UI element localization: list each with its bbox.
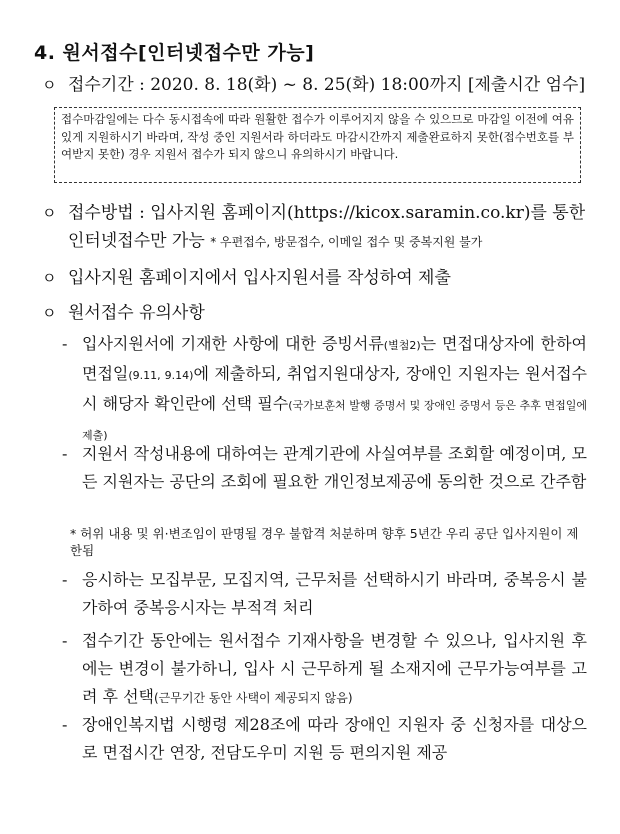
caution-small-note: (근무기간 동안 사택이 제공되지 않음): [154, 691, 353, 705]
caution-item-text: [82, 330, 587, 450]
false-info-note: * 허위 내용 및 위·변조임이 판명될 경우 불합격 처분하며 향후 5년간 우리 공단 입사지원이 제한됨: [70, 526, 579, 558]
caution-item-text: 지원서 작성내용에 대하여는 관계기관에 사실여부를 조회할 예정이며, 모든 지원자는 공단의 조회에 필요한 개인정보제공에 동의한 것으로 간주함: [82, 444, 587, 491]
application-period-text: 접수기간 : 2020. 8. 18(화) ~ 8. 25(화) 18:00까지 [제출시간 엄수]: [68, 75, 586, 95]
cautions-title-row: [42, 299, 205, 327]
caution-item-change: [62, 627, 587, 712]
application-method: [42, 199, 592, 256]
caution-item-text: [82, 627, 587, 712]
application-method-note: * 우편접수, 방문접수, 이메일 접수 및 중복지원 불가: [210, 235, 483, 249]
interview-dates: (9.11, 9.14): [128, 369, 194, 382]
submit-application-text: 입사지원 홈페이지에서 입사지원서를 작성하여 제출: [68, 268, 451, 288]
dash-marker: -: [62, 631, 68, 650]
section-heading: 4. 원서접수[인터넷접수만 가능]: [34, 42, 315, 64]
caution-item-text: 응시하는 모집부문, 모집지역, 근무처를 선택하시기 바라며, 중복응시 불가하여 중복응시자는 부적격 처리: [82, 570, 587, 617]
application-method-line2: 인터넷접수만 가능: [68, 231, 205, 251]
caution-ref: (별첨2): [383, 339, 421, 352]
bullet-marker: ㅇ: [42, 204, 57, 222]
application-period: [42, 71, 585, 99]
caution-text-part: 접수기간 동안에는 원서접수 기재사항을 변경할 수 있으나, 입사지원 후에는 변경이 불가하니, 입사 시 근무하게 될 소재지에 근무가능여부를 고려 후 선택: [82, 631, 587, 706]
caution-text-part: 입사지원서에 기재한 사항에 대한 증빙서류: [82, 334, 384, 353]
caution-text-part: 는 면접대상자에 한하여 면접일: [82, 334, 587, 383]
deadline-notice-box: 접수마감일에는 다수 동시접속에 따라 원활한 접수가 이루어지지 않을 수 있으므로 마감일 이전에 여유 있게 지원하시기 바라며, 작성 중인 지원서라 하더라도 마감시간까지 제출완료하지 못한(접수번호를 부여받지 못한) 경우 지원서 접수가 되지 않으니 유의하시기 바랍니다.: [54, 107, 581, 183]
dash-marker: -: [62, 334, 68, 353]
application-method-line1: 접수방법 : 입사지원 홈페이지(https://kicox.saramin.co.kr)를 통한: [68, 203, 586, 223]
bullet-marker: ㅇ: [42, 304, 57, 322]
caution-item-evidence: [62, 330, 587, 450]
caution-item-verification: [62, 440, 587, 496]
bullet-marker: ㅇ: [42, 269, 57, 287]
caution-item-duplicate: [62, 566, 587, 622]
cautions-title: 원서접수 유의사항: [68, 303, 205, 323]
bullet-marker: ㅇ: [42, 76, 57, 94]
dash-marker: -: [62, 715, 68, 734]
caution-item-text: 장애인복지법 시행령 제28조에 따라 장애인 지원자 중 신청자를 대상으로 면접시간 연장, 전담도우미 지원 등 편의지원 제공: [82, 715, 587, 762]
caution-item-disability: [62, 711, 587, 767]
dash-marker: -: [62, 570, 68, 589]
caution-text-part: 에 제출하되, 취업지원대상자, 장애인 지원자는 원서접수 시 해당자 확인란에 선택 필수: [82, 364, 588, 413]
dash-marker: -: [62, 444, 68, 463]
submit-application: [42, 264, 451, 292]
caution-small-note: (국가보훈처 발행 증명서 및 장애인 증명서 등은 추후 면접일에 제출): [82, 399, 587, 442]
